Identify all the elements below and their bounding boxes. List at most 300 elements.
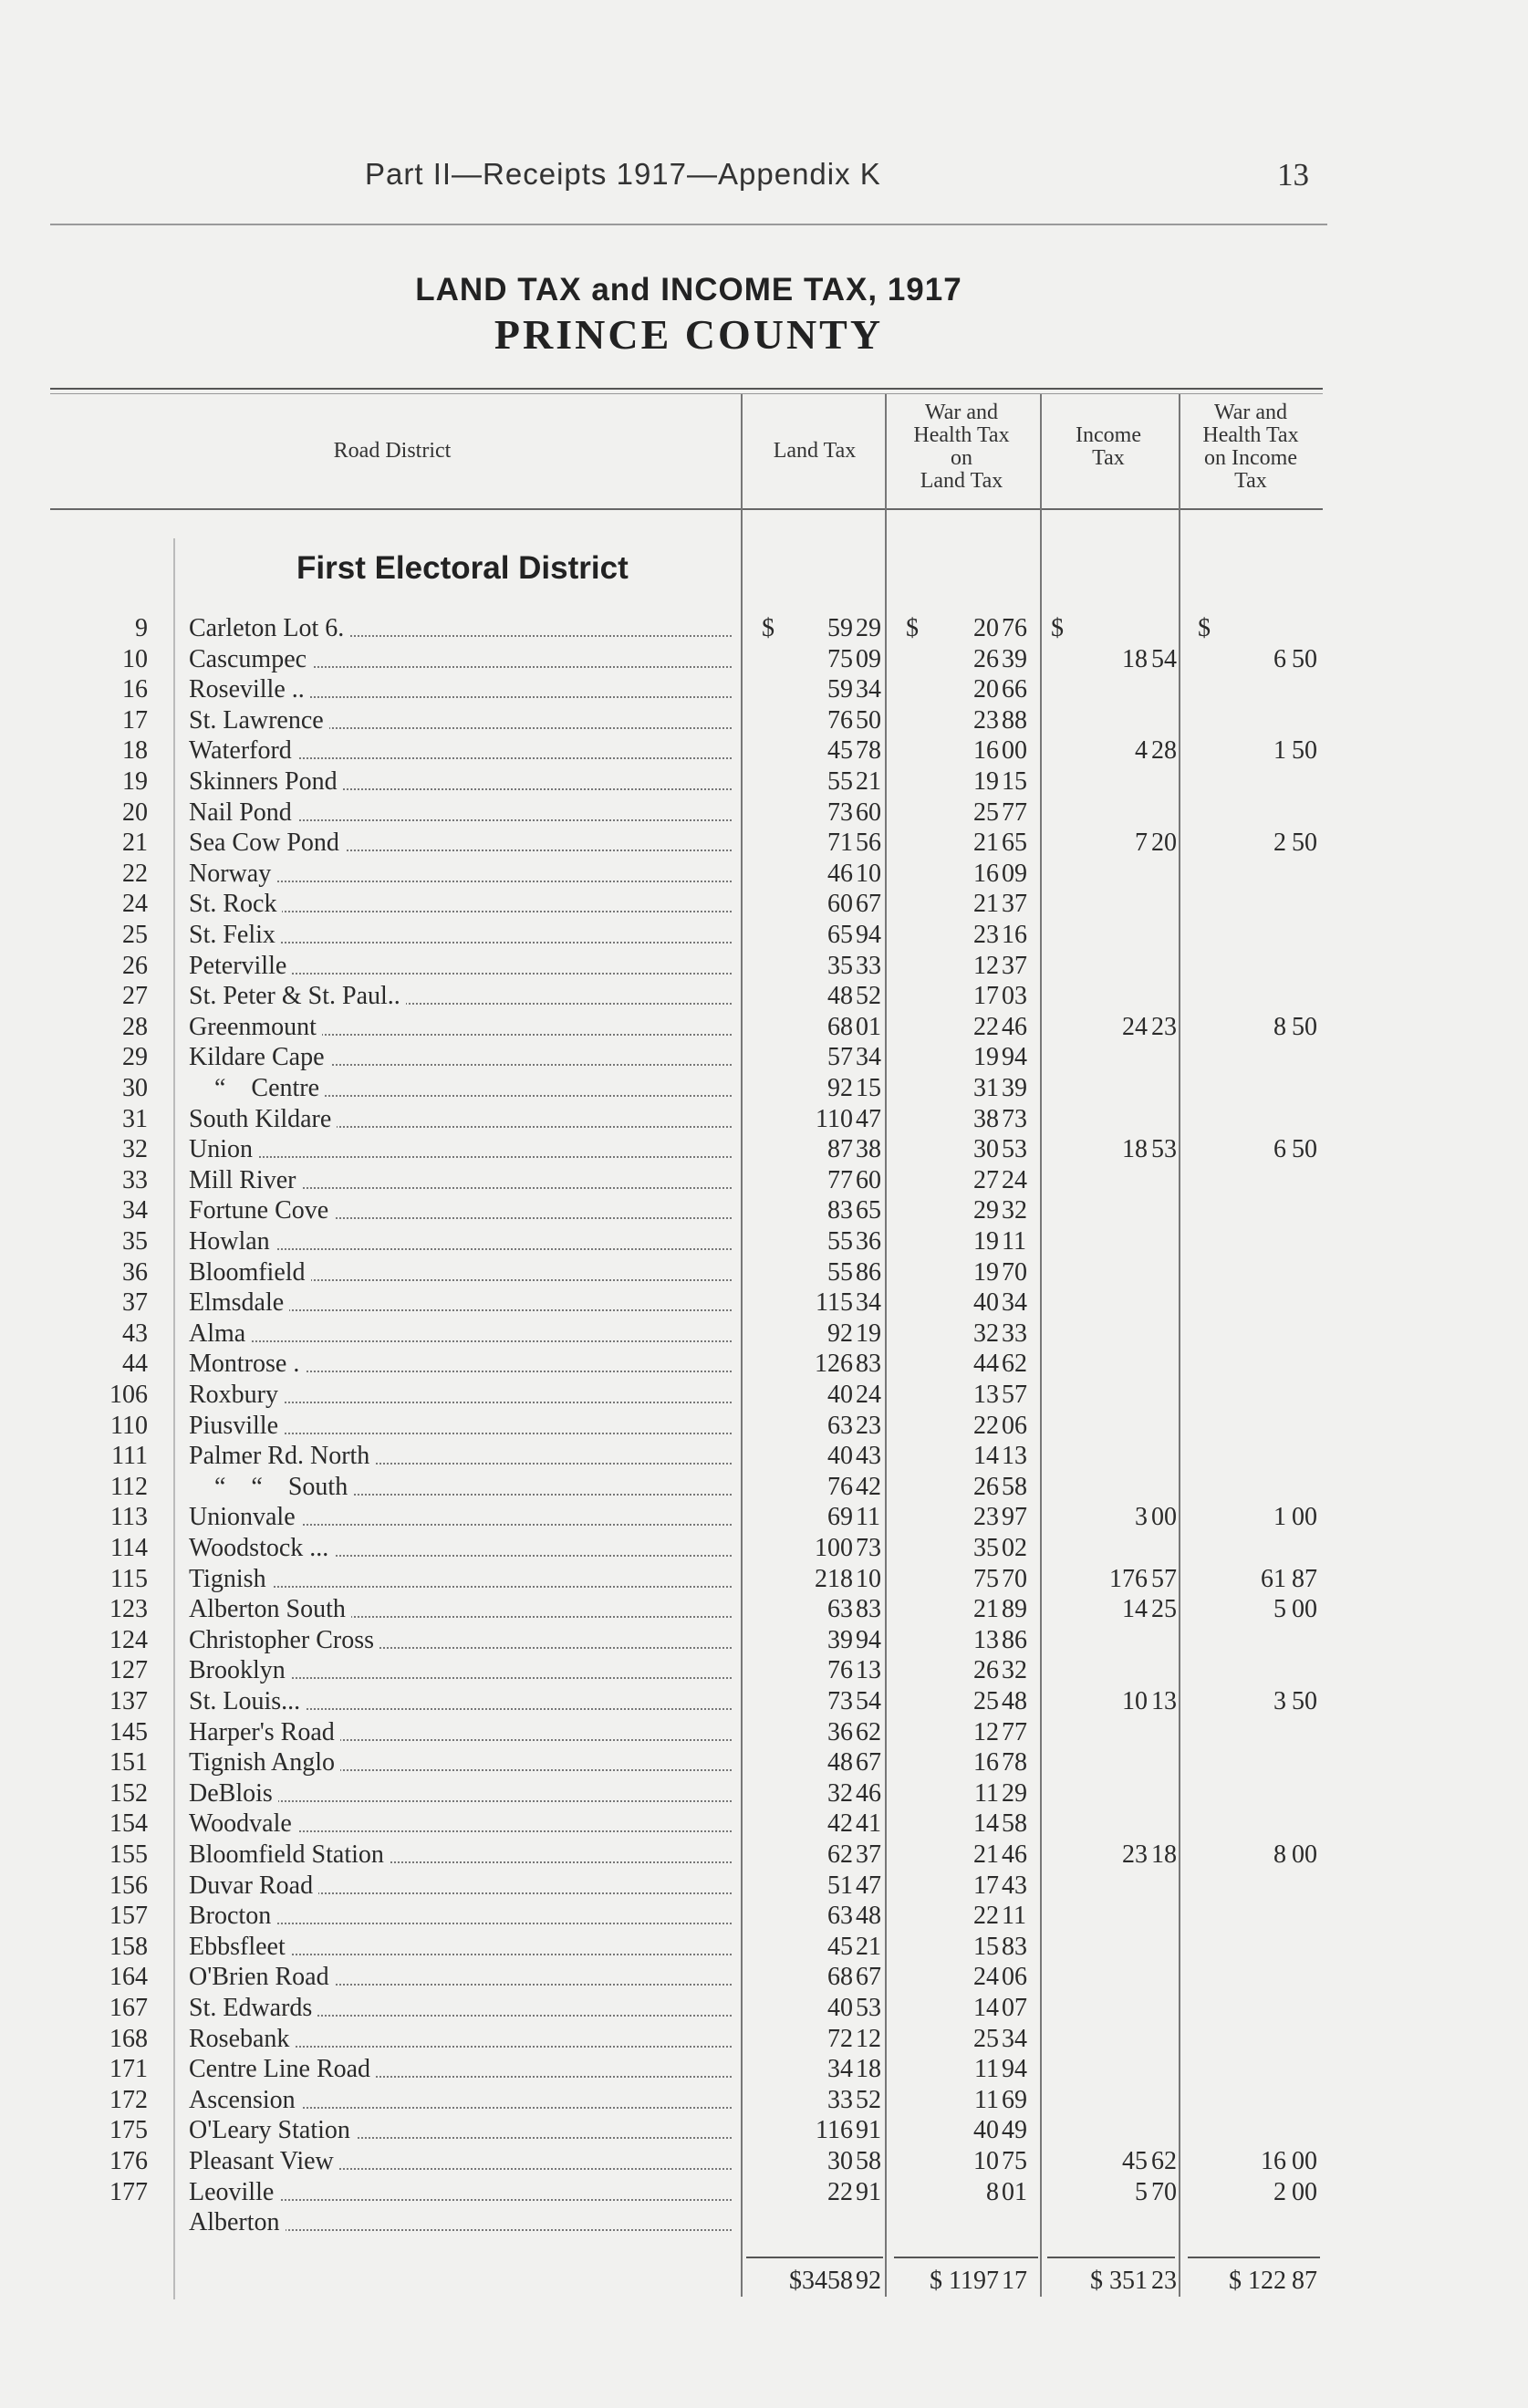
income-tax-dollars: 23 [1122, 1840, 1148, 1869]
district-number: 18 [122, 736, 148, 766]
land-tax-cents: 91 [856, 2116, 881, 2145]
table-row [0, 1871, 1528, 1902]
table-row [0, 2054, 1528, 2085]
war-health-land-cents: 94 [1002, 1043, 1027, 1072]
col-war-health-land-line3: on [951, 446, 972, 470]
district-number: 168 [109, 2024, 148, 2053]
war-health-land-cents: 83 [1002, 1932, 1027, 1961]
table-row [0, 1042, 1528, 1073]
road-district-name-cell [189, 1717, 736, 1748]
land-tax-cents: 38 [856, 1135, 881, 1164]
war-health-land-dollars: 75 [973, 1564, 999, 1593]
land-tax-dollars: 65 [827, 921, 853, 949]
district-number: 176 [109, 2147, 148, 2175]
land-tax-cents: 60 [856, 797, 881, 827]
land-tax-dollars: 110 [816, 1104, 853, 1133]
total-rule [1188, 2257, 1320, 2258]
district-number: 37 [122, 1288, 148, 1318]
district-number: 164 [109, 1963, 148, 1992]
table-row [0, 1747, 1528, 1778]
road-district-name-cell [189, 1502, 736, 1533]
war-health-land-cents: 15 [1002, 767, 1027, 796]
land-tax-dollars: 45 [827, 736, 853, 766]
road-district-name: Montrose . [189, 1350, 305, 1378]
war-health-land-dollars: 35 [973, 1534, 999, 1562]
table-row [0, 1564, 1528, 1595]
section-heading: First Electoral District [296, 550, 629, 586]
war-health-land-cents: 77 [1002, 1717, 1027, 1746]
total-rule [894, 2257, 1038, 2258]
road-district-name: Ascension [189, 2086, 301, 2114]
road-district-name: Cascumpec [189, 645, 312, 673]
war-health-land-cents: 39 [1002, 1074, 1027, 1102]
table-row [0, 1226, 1528, 1257]
war-health-land-dollars: 10 [973, 2147, 999, 2175]
land-tax-dollars: 92 [827, 1319, 853, 1348]
district-number: 158 [109, 1932, 148, 1961]
income-tax-dollars: 176 [1109, 1564, 1148, 1593]
war-health-income-cents: 50 [1292, 829, 1317, 858]
road-district-name: Palmer Rd. North [189, 1442, 375, 1470]
table-row [0, 613, 1528, 644]
land-tax-dollars: 116 [816, 2116, 853, 2145]
table-row [0, 2085, 1528, 2116]
war-health-land-cents: 70 [1002, 1257, 1027, 1287]
road-district-name: Alma [189, 1319, 251, 1348]
income-tax-cents: 28 [1151, 736, 1177, 766]
running-head: Part II—Receipts 1917—Appendix K [365, 157, 881, 191]
war-health-land-cents: 06 [1002, 1411, 1027, 1440]
district-number: 155 [109, 1840, 148, 1869]
district-number: 22 [122, 859, 148, 888]
total-war-health-land-cents: 17 [1002, 2267, 1027, 2295]
road-district-name: DeBlois [189, 1779, 278, 1808]
war-health-land-cents: 86 [1002, 1625, 1027, 1654]
road-district-name: Woodvale [189, 1809, 297, 1838]
income-tax-cents: 57 [1151, 1564, 1177, 1593]
land-tax-cents: 65 [856, 1196, 881, 1225]
road-district-name-cell [189, 951, 736, 982]
table-row [0, 1778, 1528, 1809]
income-tax-dollars: 24 [1122, 1012, 1148, 1041]
district-number: 36 [122, 1257, 148, 1287]
land-tax-cents: 19 [856, 1319, 881, 1348]
war-health-income-cents: 00 [1292, 1595, 1317, 1624]
table-row [0, 797, 1528, 829]
road-district-name: Mill River [189, 1166, 301, 1194]
land-tax-cents: 86 [856, 1257, 881, 1287]
war-health-land-cents: 33 [1002, 1319, 1027, 1348]
land-tax-cents: 50 [856, 705, 881, 735]
war-health-income-dollars: 8 [1273, 1012, 1286, 1041]
district-number: 26 [122, 951, 148, 980]
road-district-name-cell [189, 1564, 736, 1595]
road-district-name-cell [189, 1871, 736, 1902]
col-war-health-income-line2: Health Tax [1202, 423, 1299, 447]
district-number: 20 [122, 797, 148, 827]
war-health-land-dollars: 14 [973, 1442, 999, 1471]
district-number: 156 [109, 1871, 148, 1900]
war-health-income-cents: 00 [1292, 1503, 1317, 1532]
land-tax-dollars: 48 [827, 982, 853, 1011]
war-health-land-cents: 43 [1002, 1871, 1027, 1900]
war-health-land-dollars: 40 [973, 1288, 999, 1318]
district-number: 115 [110, 1564, 148, 1593]
war-health-land-dollars: 11 [974, 2055, 999, 2084]
war-health-land-cents: 34 [1002, 2024, 1027, 2053]
road-district-name: Tignish Anglo [189, 1748, 340, 1777]
war-health-land-cents: 46 [1002, 1012, 1027, 1041]
land-tax-cents: 56 [856, 829, 881, 858]
table-row [0, 1165, 1528, 1196]
war-health-land-dollars: 22 [973, 1012, 999, 1041]
war-health-land-cents: 11 [1002, 1902, 1026, 1931]
land-tax-dollars: 68 [827, 1012, 853, 1041]
road-district-name-cell [189, 613, 736, 644]
table-row [0, 1932, 1528, 1963]
district-number: 33 [122, 1165, 148, 1194]
district-number: 152 [109, 1778, 148, 1808]
district-number: 17 [122, 705, 148, 735]
war-health-land-dollars: 17 [973, 1871, 999, 1900]
land-tax-dollars: 30 [827, 2147, 853, 2175]
land-tax-dollars: 72 [827, 2024, 853, 2053]
land-tax-dollars: 59 [827, 675, 853, 704]
road-district-name-cell [189, 889, 736, 920]
road-district-name: St. Lawrence [189, 706, 329, 735]
road-district-name-cell [189, 1962, 736, 1993]
land-tax-dollars: 45 [827, 1932, 853, 1961]
land-tax-dollars: 68 [827, 1963, 853, 1992]
income-tax-dollars: 18 [1122, 644, 1148, 673]
header-rule [50, 224, 1327, 225]
road-district-name: St. Rock [189, 890, 282, 918]
war-health-land-dollars: 23 [973, 1503, 999, 1532]
col-war-health-land-line1: War and [924, 401, 999, 424]
land-tax-dollars: 55 [827, 1227, 853, 1256]
land-tax-cents: 34 [856, 675, 881, 704]
table-row [0, 1625, 1528, 1656]
war-health-income-cents: 50 [1292, 1135, 1317, 1164]
road-district-name: Duvar Road [189, 1871, 318, 1900]
table-row [0, 951, 1528, 982]
road-district-name-cell [189, 1932, 736, 1963]
road-district-name-cell [189, 644, 736, 675]
land-tax-cents: 62 [856, 1717, 881, 1746]
land-tax-dollars: 22 [827, 2177, 853, 2206]
district-number: 172 [109, 2085, 148, 2114]
table-row [0, 1533, 1528, 1564]
income-tax-cents: 18 [1151, 1840, 1177, 1869]
war-health-land-cents: 00 [1002, 736, 1027, 766]
land-tax-dollars: 32 [827, 1778, 853, 1808]
road-district-name: Skinners Pond [189, 767, 343, 796]
table-row [0, 1257, 1528, 1288]
war-health-land-cents: 94 [1002, 2055, 1027, 2084]
land-tax-cents: 10 [856, 859, 881, 888]
road-district-name: Peterville [189, 952, 292, 980]
table-row [0, 889, 1528, 920]
road-district-name-cell [189, 766, 736, 797]
war-health-land-dollars: 14 [973, 1994, 999, 2022]
total-war-health-land-dollars: $ 1197 [930, 2267, 999, 2295]
land-tax-currency: $ [762, 614, 774, 642]
land-tax-cents: 10 [856, 1564, 881, 1593]
road-district-name: “ Centre [189, 1074, 325, 1102]
total-land-tax-cents: 92 [856, 2267, 881, 2295]
district-number: 19 [122, 767, 148, 796]
war-health-land-cents: 13 [1002, 1442, 1027, 1471]
district-number: 32 [122, 1135, 148, 1164]
income-tax-currency: $ [1051, 614, 1064, 642]
road-district-name-cell [189, 1287, 736, 1319]
land-tax-cents: 47 [856, 1871, 881, 1900]
district-number: 9 [135, 614, 148, 642]
col-road-district: Road District [333, 439, 452, 463]
table-row [0, 2115, 1528, 2146]
road-district-name-cell [189, 2207, 736, 2238]
land-tax-dollars: 71 [827, 829, 853, 858]
col-income-tax-line2: Tax [1092, 446, 1125, 470]
district-number: 171 [109, 2055, 148, 2084]
income-tax-cents: 54 [1151, 644, 1177, 673]
road-district-name-cell [189, 674, 736, 705]
road-district-name: St. Felix [189, 921, 281, 949]
table-row [0, 1809, 1528, 1840]
land-tax-dollars: 77 [827, 1165, 853, 1194]
road-district-name: St. Louis... [189, 1687, 306, 1715]
county-title: PRINCE COUNTY [494, 311, 884, 358]
war-health-income-cents: 00 [1292, 2147, 1317, 2175]
war-health-land-cents: 58 [1002, 1809, 1027, 1839]
totals-row [0, 2263, 1528, 2299]
war-health-land-dollars: 20 [973, 614, 999, 642]
district-number: 124 [109, 1625, 148, 1654]
war-health-income-currency: $ [1198, 614, 1211, 642]
total-war-health-income-dollars: $ 122 [1229, 2267, 1286, 2295]
income-tax-cents: 00 [1151, 1503, 1177, 1532]
land-tax-cents: 37 [856, 1840, 881, 1869]
war-health-land-currency: $ [906, 614, 919, 642]
land-tax-cents: 36 [856, 1227, 881, 1256]
table-row [0, 1655, 1528, 1686]
road-district-name: Fortune Cove [189, 1196, 334, 1225]
land-tax-dollars: 35 [827, 951, 853, 980]
road-district-name: Carleton Lot 6. [189, 614, 349, 642]
table-row [0, 2207, 1528, 2238]
district-number: 127 [109, 1656, 148, 1685]
land-tax-dollars: 40 [827, 1994, 853, 2022]
road-district-name: Harper's Road [189, 1718, 340, 1746]
road-district-name-cell [189, 1319, 736, 1350]
land-tax-cents: 23 [856, 1411, 881, 1440]
land-tax-cents: 54 [856, 1687, 881, 1715]
district-number: 177 [109, 2177, 148, 2206]
war-health-land-cents: 07 [1002, 1994, 1027, 2022]
income-tax-cents: 23 [1151, 1012, 1177, 1041]
road-district-name-cell [189, 1134, 736, 1165]
district-number: 34 [122, 1196, 148, 1225]
war-health-land-dollars: 26 [973, 1472, 999, 1501]
war-health-land-cents: 29 [1002, 1778, 1027, 1808]
income-tax-dollars: 18 [1122, 1135, 1148, 1164]
road-district-name: Nail Pond [189, 798, 297, 827]
road-district-name-cell [189, 1012, 736, 1043]
road-district-name: O'Brien Road [189, 1963, 335, 1991]
table-row [0, 2177, 1528, 2208]
district-number: 35 [122, 1227, 148, 1256]
land-tax-dollars: 51 [827, 1871, 853, 1900]
war-health-land-dollars: 16 [973, 859, 999, 888]
war-health-land-cents: 70 [1002, 1564, 1027, 1593]
table-row [0, 1901, 1528, 1932]
road-district-name: Kildare Cape [189, 1043, 330, 1071]
road-district-name-cell [189, 1993, 736, 2024]
war-health-land-dollars: 13 [973, 1381, 999, 1409]
war-health-land-dollars: 19 [973, 767, 999, 796]
total-war-health-income-cents: 87 [1292, 2267, 1317, 2295]
land-tax-dollars: 76 [827, 1472, 853, 1501]
table-row [0, 1594, 1528, 1625]
table-row [0, 1349, 1528, 1380]
war-health-land-cents: 48 [1002, 1687, 1027, 1715]
land-tax-cents: 78 [856, 736, 881, 766]
war-health-income-dollars: 1 [1273, 736, 1286, 766]
war-health-land-dollars: 16 [973, 1748, 999, 1777]
war-health-land-dollars: 27 [973, 1165, 999, 1194]
table-row [0, 1012, 1528, 1043]
header-rule-top-thin [50, 393, 1323, 394]
war-health-land-dollars: 29 [973, 1196, 999, 1225]
road-district-name-cell [189, 1165, 736, 1196]
war-health-land-cents: 69 [1002, 2085, 1027, 2114]
district-number: 157 [109, 1902, 148, 1931]
war-health-income-cents: 50 [1292, 736, 1317, 766]
land-tax-cents: 42 [856, 1472, 881, 1501]
war-health-income-dollars: 3 [1273, 1687, 1286, 1715]
col-war-health-income-line3: on Income [1204, 446, 1297, 470]
income-tax-dollars: 7 [1135, 829, 1148, 858]
war-health-land-cents: 88 [1002, 705, 1027, 735]
land-tax-cents: 58 [856, 2147, 881, 2175]
road-district-name: St. Edwards [189, 1994, 317, 2022]
war-health-land-cents: 02 [1002, 1534, 1027, 1562]
land-tax-dollars: 59 [827, 614, 853, 642]
land-tax-cents: 09 [856, 644, 881, 673]
land-tax-dollars: 40 [827, 1442, 853, 1471]
war-health-land-cents: 06 [1002, 1963, 1027, 1992]
war-health-land-cents: 11 [1002, 1227, 1026, 1256]
income-tax-dollars: 14 [1122, 1595, 1148, 1624]
war-health-income-cents: 87 [1292, 1564, 1317, 1593]
table-row [0, 1104, 1528, 1135]
land-tax-dollars: 73 [827, 797, 853, 827]
district-number: 137 [109, 1687, 148, 1715]
war-health-land-cents: 24 [1002, 1165, 1027, 1194]
war-health-income-dollars: 2 [1273, 2177, 1286, 2206]
war-health-land-dollars: 17 [973, 982, 999, 1011]
district-number: 10 [122, 644, 148, 673]
land-tax-cents: 83 [856, 1350, 881, 1379]
road-district-name-cell [189, 1349, 736, 1380]
war-health-income-cents: 00 [1292, 2177, 1317, 2206]
road-district-name-cell [189, 735, 736, 766]
land-tax-cents: 34 [856, 1043, 881, 1072]
land-tax-cents: 18 [856, 2055, 881, 2084]
war-health-land-dollars: 38 [973, 1104, 999, 1133]
table-row [0, 1502, 1528, 1533]
road-district-name: Union [189, 1135, 258, 1163]
road-district-name-cell [189, 1226, 736, 1257]
table-row [0, 859, 1528, 890]
road-district-name-cell [189, 1411, 736, 1442]
war-health-income-dollars: 16 [1261, 2147, 1286, 2175]
table-row [0, 644, 1528, 675]
war-health-land-cents: 49 [1002, 2116, 1027, 2145]
land-tax-cents: 41 [856, 1809, 881, 1839]
road-district-name: Leoville [189, 2178, 279, 2206]
road-district-name: Piusville [189, 1412, 284, 1440]
district-number: 167 [109, 1994, 148, 2022]
war-health-land-dollars: 16 [973, 736, 999, 766]
war-health-land-dollars: 11 [974, 2085, 999, 2114]
table-row [0, 1717, 1528, 1748]
road-district-name: Alberton [189, 2208, 286, 2236]
war-health-land-cents: 78 [1002, 1748, 1027, 1777]
table-row [0, 1993, 1528, 2024]
district-number: 175 [109, 2116, 148, 2145]
table-row [0, 2146, 1528, 2177]
land-tax-dollars: 75 [827, 644, 853, 673]
income-tax-dollars: 5 [1135, 2177, 1148, 2206]
road-district-name: Greenmount [189, 1013, 322, 1041]
road-district-name: Ebbsfleet [189, 1933, 291, 1961]
road-district-name: Woodstock ... [189, 1534, 334, 1562]
land-tax-cents: 67 [856, 1748, 881, 1777]
table-row [0, 1686, 1528, 1717]
road-district-name: Roxbury [189, 1381, 284, 1409]
income-tax-dollars: 10 [1122, 1687, 1148, 1715]
table-row [0, 1195, 1528, 1226]
table-row [0, 1962, 1528, 1993]
war-health-income-cents: 50 [1292, 1012, 1317, 1041]
land-tax-dollars: 73 [827, 1687, 853, 1715]
land-tax-cents: 12 [856, 2024, 881, 2053]
war-health-income-cents: 00 [1292, 1840, 1317, 1869]
road-district-name: Bloomfield [189, 1258, 311, 1287]
war-health-income-dollars: 1 [1273, 1503, 1286, 1532]
war-health-land-cents: 97 [1002, 1503, 1027, 1532]
war-health-land-cents: 01 [1002, 2177, 1027, 2206]
table-row [0, 1319, 1528, 1350]
header-rule-top [50, 388, 1323, 390]
road-district-name-cell [189, 1747, 736, 1778]
road-district-name-cell [189, 1042, 736, 1073]
road-district-name-cell [189, 2024, 736, 2055]
district-number: 28 [122, 1012, 148, 1041]
land-tax-dollars: 34 [827, 2055, 853, 2084]
road-district-name: Centre Line Road [189, 2055, 376, 2083]
war-health-land-dollars: 25 [973, 1687, 999, 1715]
war-health-land-dollars: 32 [973, 1319, 999, 1348]
war-health-land-dollars: 21 [973, 1595, 999, 1624]
table-row [0, 2024, 1528, 2055]
district-number: 123 [109, 1595, 148, 1624]
war-health-land-cents: 34 [1002, 1288, 1027, 1318]
war-health-land-cents: 37 [1002, 951, 1027, 980]
land-tax-cents: 13 [856, 1656, 881, 1685]
road-district-name-cell [189, 1257, 736, 1288]
